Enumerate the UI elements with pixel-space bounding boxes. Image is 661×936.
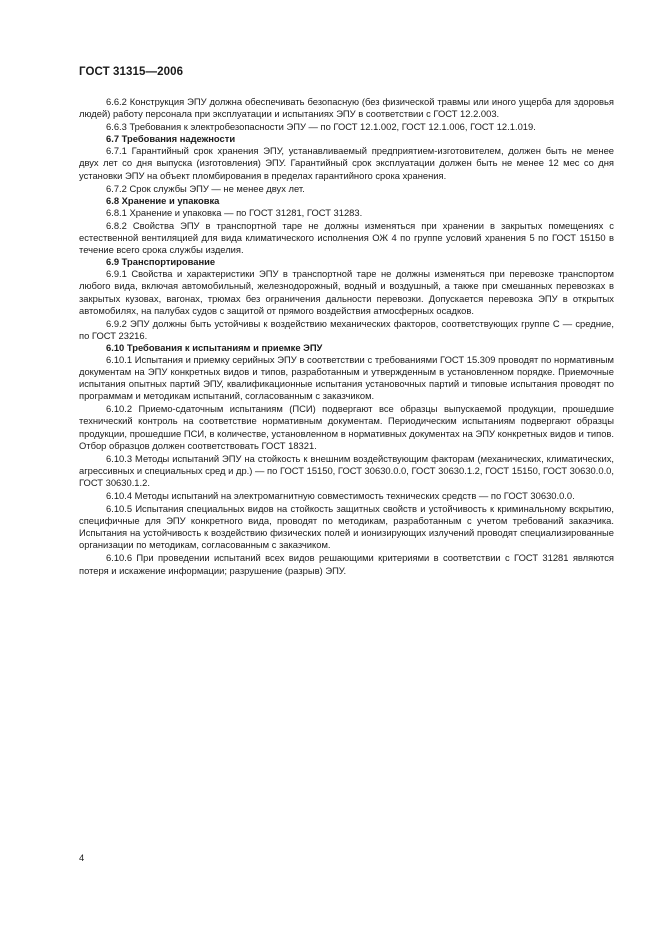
section-heading-6-7: 6.7 Требования надежности bbox=[106, 133, 236, 145]
paragraph-6-10-1: 6.10.1 Испытания и приемку серийных ЭПУ в соответствии с требованиями ГОСТ 15.309 проводят по нормативным документам на ЭПУ конкретных видов и типов, разработанным и утвержденным в установленном порядке. Приемочные испытания опытных партий ЭПУ, квалификационные испытания установочных партий и типовые испытания проводят по программам и методикам испытаний, согласованным с заказчиком. bbox=[79, 353, 614, 402]
section-heading-6-8: 6.8 Хранение и упаковка bbox=[106, 194, 220, 206]
paragraph-6-6-2: 6.6.2 Конструкция ЭПУ должна обеспечивать безопасную (без физической травмы или иного ущерба для здоровья людей) работу персонала при эксплуатации и испытаниях ЭПУ в соответствии с ГОСТ 12.2.003. bbox=[79, 96, 614, 120]
paragraph-6-6-3: 6.6.3 Требования к электробезопасности ЭПУ — по ГОСТ 12.1.002, ГОСТ 12.1.006, ГОСТ 12.1.019. bbox=[106, 121, 536, 133]
document-header: ГОСТ 31315—2006 bbox=[79, 66, 184, 78]
document-body bbox=[79, 96, 614, 577]
paragraph-6-10-3: 6.10.3 Методы испытаний ЭПУ на стойкость к внешним воздействующим факторам (механических, климатических, агрессивных и специальных сред и др.) — по ГОСТ 15150, ГОСТ 30630.0.0, ГОСТ 30630.1.2, ГОСТ 15150, ГОСТ 30630.0.0, ГОСТ 30630.1.2. bbox=[79, 452, 614, 488]
paragraph-6-10-5: 6.10.5 Испытания специальных видов на стойкость защитных свойств и устойчивость к криминальному вскрытию, специфичные для ЭПУ конкретного вида, проводят по методикам, разработанным с учетом требований заказчика. Испытания на устойчивость к воздействию физических полей и ионизирующих излучений проводят специализированные организации по методикам, согласованным с заказчиком. bbox=[79, 503, 614, 551]
paragraph-6-8-2: 6.8.2 Свойства ЭПУ в транспортной таре не должны изменяться при хранении в закрытых помещениях с естественной вентиляцией для вида климатического исполнения ОЖ 4 по группе условий хранения 5 по ГОСТ 15150 в течение всего срока службы изделия. bbox=[79, 219, 614, 256]
paragraph-6-9-1: 6.9.1 Свойства и характеристики ЭПУ в транспортной таре не должны изменяться при перевозке транспортом любого вида, включая автомобильный, железнодорожный, водный и воздушный, а также при смешанных перевозках в закрытых кузовах, вагонах, трюмах без ограничения дальности перевозки. Допускается перевозка ЭПУ в открытых автомобилях, на палубах судов с защитой от прямого воздействия атмосферных осадков. bbox=[79, 268, 614, 316]
paragraph-6-10-6: 6.10.6 При проведении испытаний всех видов решающими критериями в соответствии с ГОСТ 31281 являются потеря и искажение информации; разрушение (разрыв) ЭПУ. bbox=[79, 552, 614, 576]
paragraph-6-7-2: 6.7.2 Срок службы ЭПУ — не менее двух лет. bbox=[106, 182, 305, 194]
paragraph-6-9-2: 6.9.2 ЭПУ должны быть устойчивы к воздействию механических факторов, соответствующих группе С — средние, по ГОСТ 23216. bbox=[79, 317, 614, 341]
section-heading-6-9: 6.9 Транспортирование bbox=[106, 256, 216, 268]
paragraph-6-7-1: 6.7.1 Гарантийный срок хранения ЭПУ, устанавливаемый предприятием-изготовителем, должен быть не менее двух лет со дня выпуска (изготовления) ЭПУ. Гарантийный срок эксплуатации должен быть не менее 12 мес со дня установки ЭПУ на объект пломбирования в пределах гарантийного срока хранения. bbox=[79, 145, 614, 181]
paragraph-6-10-4: 6.10.4 Методы испытаний на электромагнитную совместимость технических средств — по ГОСТ 30630.0.0. bbox=[106, 490, 575, 501]
page-number: 4 bbox=[79, 852, 85, 863]
section-heading-6-10: 6.10 Требования к испытаниям и приемке ЭПУ bbox=[106, 341, 323, 353]
paragraph-6-8-1: 6.8.1 Хранение и упаковка — по ГОСТ 31281, ГОСТ 31283. bbox=[106, 206, 363, 218]
paragraph-6-10-2: 6.10.2 Приемо-сдаточным испытаниям (ПСИ) подвергают все образцы выпускаемой продукции, прошедшие технический контроль на соответствие нормативным документам. Периодическим испытаниям подвергают образцы продукции, прошедшие ПСИ, в количестве, установленном в нормативных документах на ЭПУ конкретных видов и типов. Отбор образцов должен соответствовать ГОСТ 18321. bbox=[79, 403, 614, 451]
